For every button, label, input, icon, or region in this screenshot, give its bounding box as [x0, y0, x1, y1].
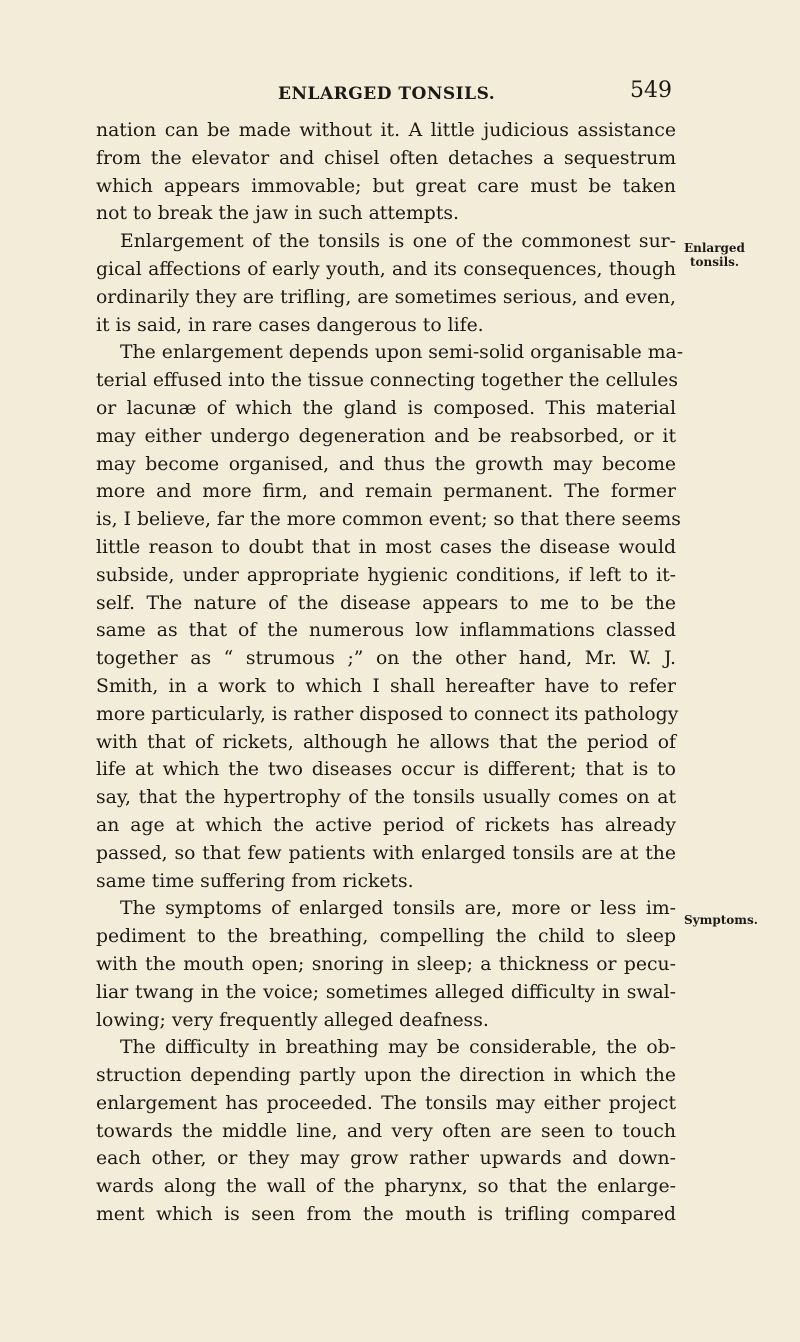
margin-note-line: Symptoms.: [684, 913, 758, 927]
text-line: is, I believe, far the more common event; so that there seems: [96, 509, 681, 531]
text-line: with the mouth open; snoring in sleep; a thickness or pecu-: [96, 953, 676, 975]
text-line: terial effused into the tissue connecting together the cellules: [96, 370, 679, 392]
text-line: pediment to the breathing, compelling the child to sleep: [96, 926, 676, 948]
text-line: enlargement has proceeded. The tonsils may either project: [96, 1092, 676, 1114]
text-line: it is said, in rare cases dangerous to life.: [96, 314, 484, 336]
text-line: ordinarily they are trifling, are sometimes serious, and even,: [96, 286, 676, 308]
text-line: say, that the hypertrophy of the tonsils usually comes on at: [96, 787, 676, 809]
text-line: may become organised, and thus the growth may become: [96, 453, 676, 475]
text-line: an age at which the active period of rickets has already: [96, 814, 676, 836]
text-line: The symptoms of enlarged tonsils are, more or less im-: [120, 898, 676, 920]
text-line: wards along the wall of the pharynx, so that the enlarge-: [96, 1176, 676, 1198]
text-line: Enlargement of the tonsils is one of the commonest sur-: [120, 231, 676, 253]
text-line: The enlargement depends upon semi-solid organisable ma-: [120, 342, 684, 364]
text-line: life at which the two diseases occur is different; that is to: [96, 759, 676, 781]
text-line: liar twang in the voice; sometimes alleged difficulty in swal-: [96, 981, 676, 1003]
text-line: which appears immovable; but great care must be taken: [96, 175, 676, 197]
margin-note-enlarged-tonsils: [684, 241, 794, 269]
text-line: from the elevator and chisel often detaches a sequestrum: [96, 147, 676, 169]
text-line: more particularly, is rather disposed to connect its pathology: [96, 703, 679, 725]
text-line: ment which is seen from the mouth is trifling compared: [96, 1204, 676, 1226]
text-line: The difficulty in breathing may be considerable, the ob-: [120, 1037, 676, 1059]
page-number: 549: [630, 78, 672, 103]
text-line: may either undergo degeneration and be reabsorbed, or it: [96, 425, 676, 447]
text-line: lowing; very frequently alleged deafness.: [96, 1009, 489, 1031]
text-line: passed, so that few patients with enlarged tonsils are at the: [96, 842, 676, 864]
text-line: each other, or they may grow rather upwards and down-: [96, 1148, 676, 1170]
margin-note-line: tonsils.: [690, 255, 740, 269]
text-line: struction depending partly upon the direction in which the: [96, 1065, 676, 1087]
text-line: together as “ strumous ;” on the other hand, Mr. W. J.: [96, 648, 676, 670]
margin-note-line: Enlarged: [684, 241, 745, 255]
text-line: or lacunæ of which the gland is composed. This material: [96, 397, 676, 419]
text-line: same as that of the numerous low inflammations classed: [96, 620, 676, 642]
text-line: Smith, in a work to which I shall hereafter have to refer: [96, 675, 676, 697]
text-line: self. The nature of the disease appears to me to be the: [96, 592, 676, 614]
running-head: ENLARGED TONSILS.: [278, 84, 496, 104]
text-line: more and more firm, and remain permanent. The former: [96, 481, 676, 503]
text-line: towards the middle line, and very often are seen to touch: [96, 1120, 676, 1142]
text-line: subside, under appropriate hygienic conditions, if left to it-: [96, 564, 676, 586]
text-line: nation can be made without it. A little judicious assistance: [96, 120, 676, 141]
text-line: same time suffering from rickets.: [96, 870, 414, 892]
text-line: gical affections of early youth, and its consequences, though: [96, 258, 676, 280]
body-text: [96, 117, 684, 1229]
text-line: not to break the jaw in such attempts.: [96, 203, 459, 225]
margin-note-symptoms: [684, 913, 794, 927]
text-line: with that of rickets, although he allows that the period of: [96, 731, 676, 753]
text-line: little reason to doubt that in most cases the disease would: [96, 536, 676, 558]
